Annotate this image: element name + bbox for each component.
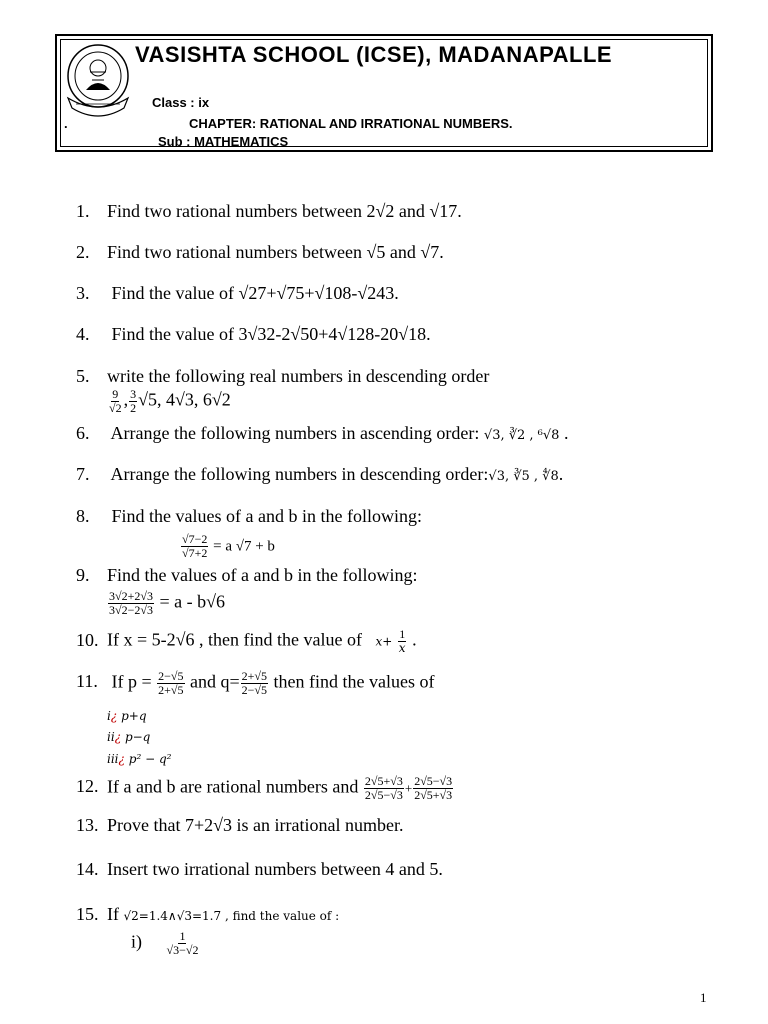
question-text: Prove that 7+2√3 is an irrational number. <box>107 815 404 835</box>
question-number: 10. <box>76 629 99 650</box>
question-text: If <box>107 904 124 924</box>
q15-part-i <box>131 930 200 957</box>
question-8-equation <box>180 533 275 560</box>
number-list: √5, 4√3, 6√2 <box>138 389 231 410</box>
fraction <box>129 388 137 415</box>
question-text: Arrange the following numbers in descending order: <box>107 464 489 484</box>
math-expression: √3, ∛5 , ∜8 <box>488 469 559 484</box>
math-expression: √3, ∛2 , ⁶√8 <box>483 428 560 443</box>
part-label: i) <box>131 931 142 952</box>
page-number: 1 <box>700 990 707 1005</box>
question-text: Arrange the following numbers in ascending order: <box>107 423 484 443</box>
fraction-p <box>157 670 184 697</box>
denominator: √7+2 <box>182 546 208 560</box>
part-expression: p−q <box>121 730 151 744</box>
q11-part-i <box>107 705 147 727</box>
question-text: If a and b are rational numbers and <box>107 776 363 797</box>
part-expression: p² − q² <box>124 752 172 766</box>
question-text: and q= <box>185 671 240 692</box>
denominator: 2−√5 <box>241 683 267 697</box>
q11-part-ii <box>107 726 150 748</box>
numerator: 2−√5 <box>158 669 184 683</box>
question-8 <box>76 505 422 527</box>
question-14 <box>76 858 443 880</box>
question-number: 4. <box>76 324 90 344</box>
school-logo-icon <box>62 42 134 122</box>
question-number: 3. <box>76 283 90 303</box>
question-text: Find the values of a and b in the following: <box>107 565 418 585</box>
question-13 <box>76 814 403 836</box>
period: . <box>559 423 569 443</box>
question-number: 9. <box>76 565 90 585</box>
numerator: 3√2+2√3 <box>109 589 153 603</box>
question-7 <box>76 463 563 488</box>
question-text: then find the values of <box>269 671 435 692</box>
question-text: Find two rational numbers between 2√2 and √17. <box>107 201 462 221</box>
question-text: If x = 5-2√6 , then find the value of <box>107 629 367 650</box>
plus-sign: + <box>404 780 413 796</box>
numerator: 9 <box>112 387 119 401</box>
part-roman: ii <box>107 730 115 744</box>
question-3 <box>76 282 399 304</box>
denominator: 3√2−2√3 <box>109 603 153 617</box>
question-5-numbers: $\frac{9}{√2}$ , $\frac{3}{2}$ √5, 4√3, 6√2 <box>109 387 231 415</box>
fraction <box>413 775 453 802</box>
question-number: 1. <box>76 201 90 221</box>
question-text: Find the value of √27+√75+√108-√243. <box>107 283 399 303</box>
question-number: 6. <box>76 423 90 443</box>
denominator: 2 <box>130 401 137 415</box>
fraction <box>398 628 407 655</box>
question-number: 13. <box>76 815 99 835</box>
question-15 <box>76 903 339 927</box>
question-12 <box>76 775 454 802</box>
part-mark: ¿ <box>118 752 125 766</box>
question-text: Find the values of a and b in the following: <box>107 506 422 526</box>
numerator: 1 <box>179 929 186 943</box>
denominator: 2+√5 <box>158 683 184 697</box>
question-number: 5. <box>76 366 90 386</box>
question-text: Find the value of 3√32-2√50+4√128-20√18. <box>107 324 431 344</box>
fraction <box>166 930 200 957</box>
question-4 <box>76 323 431 345</box>
equation-rhs: = a √7 + b <box>209 538 275 555</box>
numerator: 2√5+√3 <box>364 774 403 788</box>
question-11 <box>76 670 434 697</box>
fraction-q <box>241 670 268 697</box>
question-number: 2. <box>76 242 90 262</box>
numerator: 2√5−√3 <box>414 774 453 788</box>
class-line: Class : ix <box>152 95 210 110</box>
denominator: x <box>398 641 406 655</box>
subject-line: Sub : MATHEMATICS <box>158 134 289 149</box>
denominator: √2 <box>109 401 122 415</box>
school-name: VASISHTA SCHOOL (ICSE), MADANAPALLE <box>135 42 613 67</box>
question-10 <box>76 628 417 655</box>
question-text: If p = <box>111 671 157 692</box>
fraction <box>181 533 208 560</box>
part-mark: ¿ <box>114 730 122 744</box>
numerator: 2+√5 <box>241 669 267 683</box>
fraction <box>364 775 404 802</box>
question-6 <box>76 422 568 447</box>
question-text: write the following real numbers in descending order <box>107 366 490 386</box>
question-text: Find two rational numbers between √5 and √7. <box>107 242 444 262</box>
part-roman: iii <box>107 752 119 766</box>
question-number: 15. <box>76 904 99 924</box>
math-expression: √2=1.4∧√3=1.7 , find the value of : <box>123 909 340 923</box>
numerator: 3 <box>130 387 137 401</box>
question-number: 11. <box>76 671 98 691</box>
question-9-equation <box>107 590 225 617</box>
fraction <box>108 590 154 617</box>
question-5 <box>76 365 489 387</box>
numerator: √7−2 <box>182 532 208 546</box>
equation-rhs: = a - b√6 <box>154 591 225 612</box>
question-number: 7. <box>76 464 90 484</box>
question-1 <box>76 200 462 222</box>
question-number: 14. <box>76 859 99 879</box>
math-expression: x+ <box>375 634 393 649</box>
period: . <box>558 464 564 484</box>
fraction <box>108 388 123 415</box>
period: . <box>407 629 417 650</box>
q11-part-iii <box>107 748 171 770</box>
question-number: 12. <box>76 776 99 796</box>
numerator: 1 <box>399 627 406 641</box>
part-roman: i <box>107 709 111 723</box>
part-expression: p+q <box>117 709 147 723</box>
header-bullet: . <box>64 116 68 131</box>
chapter-line: CHAPTER: RATIONAL AND IRRATIONAL NUMBERS. <box>189 116 513 131</box>
question-9 <box>76 564 417 586</box>
question-text: Insert two irrational numbers between 4 and 5. <box>107 859 443 879</box>
denominator: √3−√2 <box>166 943 199 957</box>
part-mark: ¿ <box>110 709 118 723</box>
denominator: 2√5−√3 <box>364 788 403 802</box>
question-2 <box>76 241 444 263</box>
question-number: 8. <box>76 506 90 526</box>
denominator: 2√5+√3 <box>414 788 453 802</box>
